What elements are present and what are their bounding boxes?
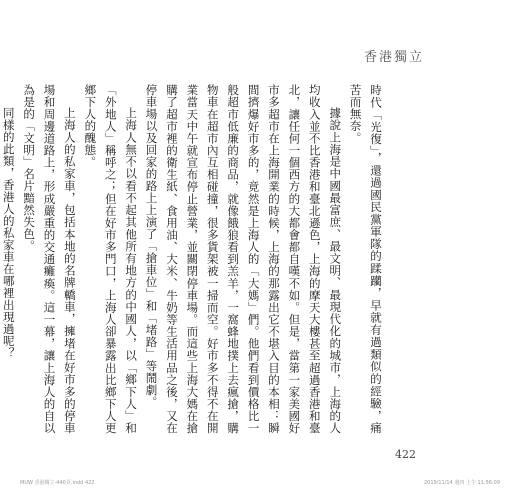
paragraph-3: 上海人無不以看不起其他所有地方的中國人，以「鄉下人」和「外地人」稱呼之；但在好市多門口，上海人卻暴露出比鄉下人更鄉下人的醜態。 bbox=[83, 84, 139, 434]
paragraph-2: 據說上海是中國最富庶、最文明、最現代化的城市，上海的人均收入並不比香港和臺北遜色，上海的摩天大樓甚至超過香港和臺北，讓任何一個西方的大都會都自嘆不如。但是，當第一家美國好市多超市在上海開業的時候，上海的那露出它不堪入目的本相：瞬間擠爆好市多的，竟然是上海人的「大媽」們。他們看到價格比一般超市低廉的商品，就像餓狼看到羔羊，一窩蜂地撲上去瘋搶，購物車在超市內互相碰撞，很多貨架被一掃而空。好市多不得不在開業當天中午就宣布停止營業，並關閉停車場。而這些上海大媽在搶購了超市裡的衛生紙、食用油、大米、牛奶等生活用品之後，又在停車場以及回家的路上上演了「搶車位」和「堵路」等鬧劇。 bbox=[144, 84, 343, 434]
paragraph-1: 時代「光復」，還過國民黨軍隊的蹂躪，早就有過類似的經驗，痛苦而無奈。 bbox=[348, 84, 383, 434]
footer-file-info: MUW 香港獨立-440頁.indd 422 bbox=[20, 480, 95, 486]
body-text bbox=[1, 84, 386, 434]
page-number: 422 bbox=[395, 448, 416, 461]
paragraph-5: 同樣的此類，香港人的私家車在哪裡出現過呢？ bbox=[1, 107, 16, 359]
footer-timestamp: 2019/11/14 週四 上午 11:56:09 bbox=[423, 480, 500, 486]
page-header-title: 香港獨立 bbox=[363, 50, 424, 65]
paragraph-4: 上海人的私家車，包括本地的名牌轎車，擁堵在好市多的停車場和周邊道路上，形成嚴重的交通癱瘓。這一幕，讓上海人的自以為是的「文明」名片黯然失色。 bbox=[22, 84, 77, 434]
